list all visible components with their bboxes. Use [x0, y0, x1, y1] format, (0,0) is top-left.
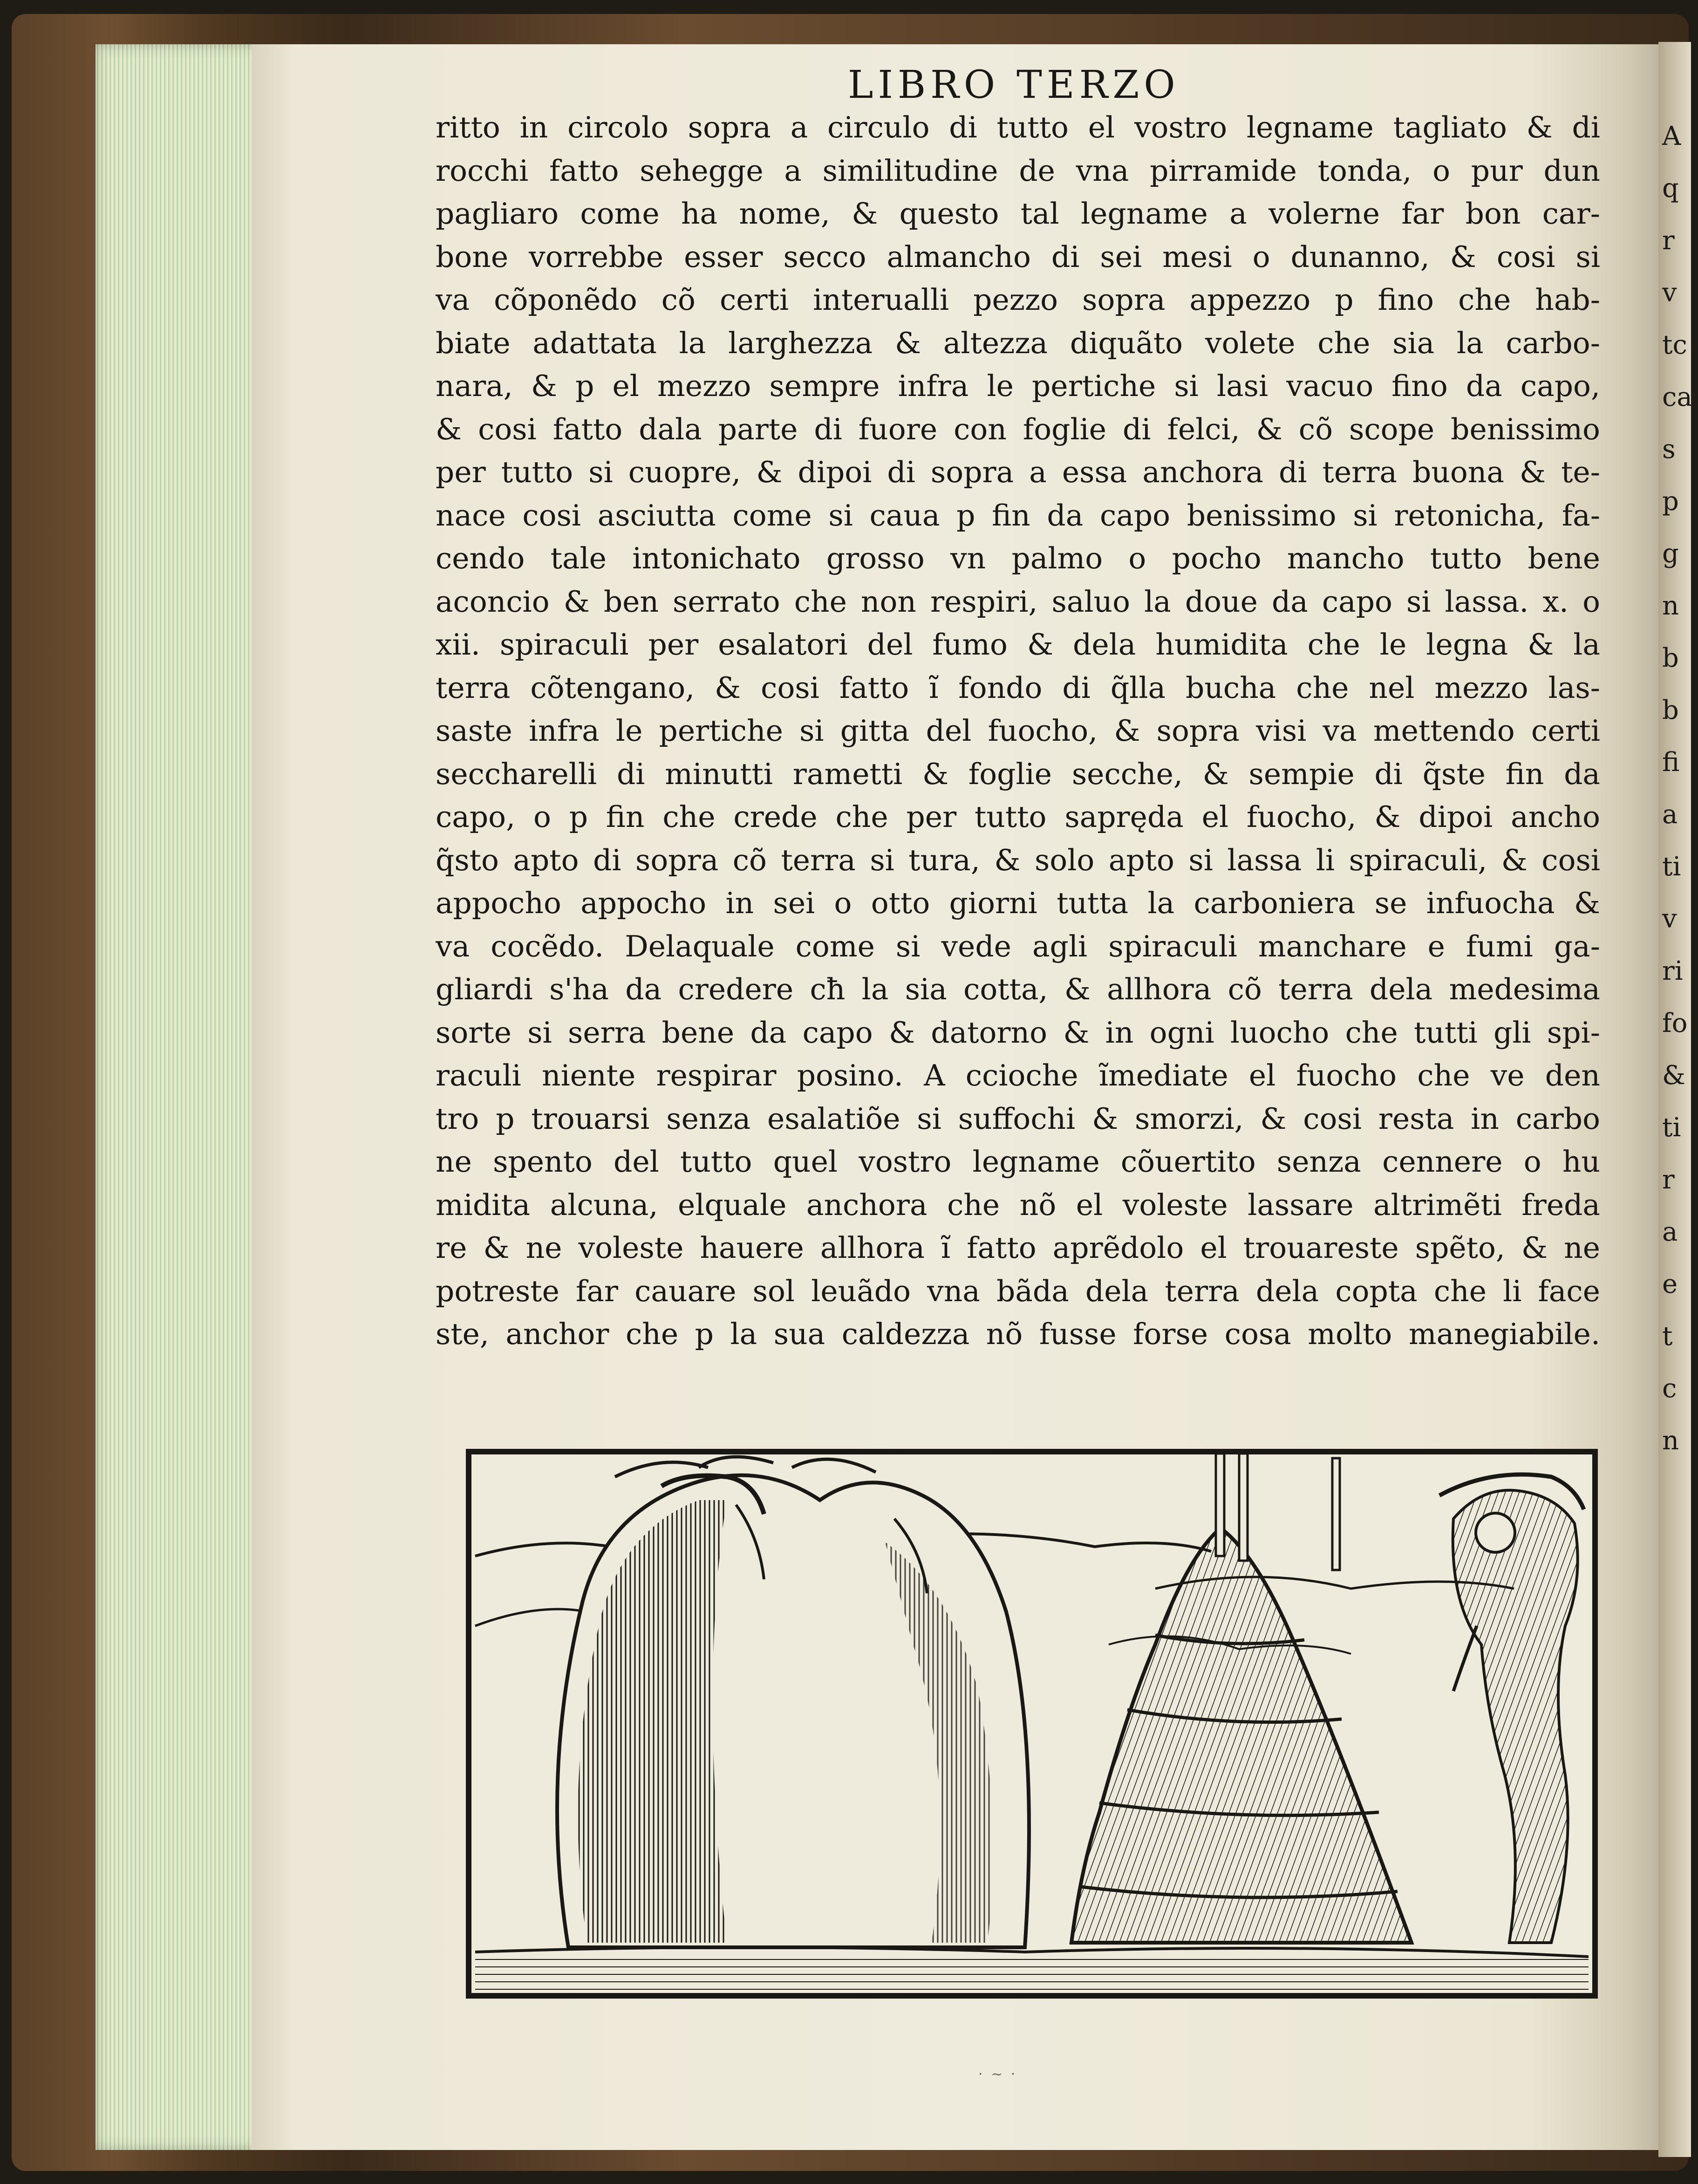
- running-head: LIBRO TERZO: [848, 63, 1180, 107]
- text-line: capo, o p fin che crede che per tutto sapręda el fuocho, & dipoi ancho: [436, 800, 1600, 834]
- text-line: per tutto si cuopre, & dipoi di sopra a essa anchora di terra buona & te-: [436, 455, 1600, 489]
- facing-page-fragment: n: [1662, 1426, 1679, 1456]
- facing-page-fragment: s: [1662, 434, 1676, 464]
- text-line: saste infra le pertiche si gitta del fuocho, & sopra visi va mettendo certi: [436, 714, 1600, 748]
- facing-page-fragment: fi: [1662, 747, 1680, 778]
- facing-page-edge: [1658, 42, 1691, 2157]
- woodcut-illustration: [466, 1449, 1598, 1999]
- facing-page-fragment: c: [1662, 1373, 1677, 1404]
- text-line: midita alcuna, elquale anchora che nõ el voleste lassare altrimẽti freda: [436, 1188, 1600, 1222]
- facing-page-fragment: b: [1662, 695, 1679, 725]
- facing-page-fragment: r: [1662, 225, 1675, 256]
- text-line: raculi niente respirar posino. A ccioche ĩmediate el fuocho che ve den: [436, 1058, 1600, 1092]
- facing-page-fragment: &: [1662, 1060, 1685, 1091]
- facing-page-fragment: r: [1662, 1165, 1675, 1195]
- text-line: & cosi fatto dala parte di fuore con foglie di felci, & cõ scope benissimo: [436, 412, 1600, 446]
- facing-page-fragment: A: [1662, 121, 1681, 151]
- facing-page-fragment: e: [1662, 1269, 1678, 1299]
- text-line: sorte si serra bene da capo & datorno & in ogni luocho che tutti gli spi-: [436, 1015, 1600, 1050]
- facing-page-fragment: b: [1662, 643, 1679, 673]
- text-line: va cocẽdo. Delaquale come si vede agli spiraculi manchare e fumi ga-: [436, 929, 1600, 963]
- text-line: potreste far cauare sol leuãdo vna bãda dela terra dela copta che li face: [436, 1274, 1600, 1308]
- text-line: terra cõtengano, & cosi fatto ĩ fondo di q̃lla bucha che nel mezzo las-: [436, 670, 1600, 705]
- charcoal-kiln-woodcut: [466, 1449, 1598, 1999]
- facing-page-fragment: n: [1662, 591, 1679, 621]
- text-line: biate adattata la larghezza & altezza diquãto volete che sia la carbo-: [436, 326, 1600, 360]
- facing-page-fragment: v: [1662, 904, 1677, 934]
- facing-page-fragment: ti: [1662, 852, 1681, 882]
- facing-page-fragment: ti: [1662, 1112, 1681, 1143]
- facing-page-fragment: t: [1662, 1321, 1673, 1351]
- body-text: [436, 106, 1600, 1356]
- facing-page-fragment: a: [1662, 1217, 1678, 1247]
- facing-page-fragment: a: [1662, 799, 1678, 830]
- text-line: rocchi fatto sehegge a similitudine de vna pirramide tonda, o pur dun: [436, 153, 1600, 188]
- text-line: q̃sto apto di sopra cõ terra si tura, & solo apto si lassa li spiraculi, & cosi: [436, 843, 1600, 877]
- text-line: tro p trouarsi senza esalatiõe si suffochi & smorzi, & cosi resta in carbo: [436, 1101, 1600, 1136]
- page-ornament: · ~ ·: [978, 2066, 1017, 2082]
- facing-page-fragment: p: [1662, 486, 1679, 517]
- text-line: pagliaro come ha nome, & questo tal legname a volerne far bon car-: [436, 197, 1600, 231]
- text-line: gliardi s'ha da credere cħ la sia cotta, & allhora cõ terra dela medesima: [436, 972, 1600, 1006]
- text-line: seccharelli di minutti rametti & foglie secche, & sempie di q̃ste fin da: [436, 757, 1600, 791]
- text-line: cendo tale intonichato grosso vn palmo o pocho mancho tutto bene: [436, 541, 1600, 575]
- text-line: nace cosi asciutta come si caua p fin da capo benissimo si retonicha, fa-: [436, 498, 1600, 532]
- text-line: xii. spiraculi per esalatori del fumo & dela humidita che le legna & la: [436, 628, 1600, 662]
- facing-page-fragment: tc: [1662, 330, 1687, 360]
- text-line: re & ne voleste hauere allhora ĩ fatto aprẽdolo el trouareste spẽto, & ne: [436, 1231, 1600, 1265]
- text-line: ne spento del tutto quel vostro legname cõuertito senza cennere o hu: [436, 1145, 1600, 1179]
- facing-page-fragment: fo: [1662, 1008, 1688, 1038]
- text-line: bone vorrebbe esser secco almancho di sei mesi o dunanno, & cosi si: [436, 239, 1600, 274]
- text-line: ritto in circolo sopra a circulo di tutto el vostro legname tagliato & di: [436, 110, 1600, 144]
- text-line: aconcio & ben serrato che non respiri, saluo la doue da capo si lassa. x. o: [436, 584, 1600, 619]
- text-line: appocho appocho in sei o otto giorni tutta la carboniera se infuocha &: [436, 886, 1600, 920]
- facing-page-fragment: ca: [1662, 382, 1692, 412]
- page-edges: [95, 44, 263, 2150]
- facing-page-fragment: v: [1662, 278, 1677, 308]
- facing-page-fragment: ri: [1662, 956, 1683, 986]
- text-line: nara, & p el mezzo sempre infra le pertiche si lasi vacuo fino da capo,: [436, 369, 1600, 403]
- text-line: va cõponẽdo cõ certi interualli pezzo sopra appezzo p fino che hab-: [436, 283, 1600, 317]
- text-line: ste, anchor che p la sua caldezza nõ fusse forse cosa molto manegiabile.: [436, 1317, 1600, 1351]
- facing-page-fragment: q: [1662, 173, 1679, 204]
- facing-page-fragment: g: [1662, 539, 1679, 569]
